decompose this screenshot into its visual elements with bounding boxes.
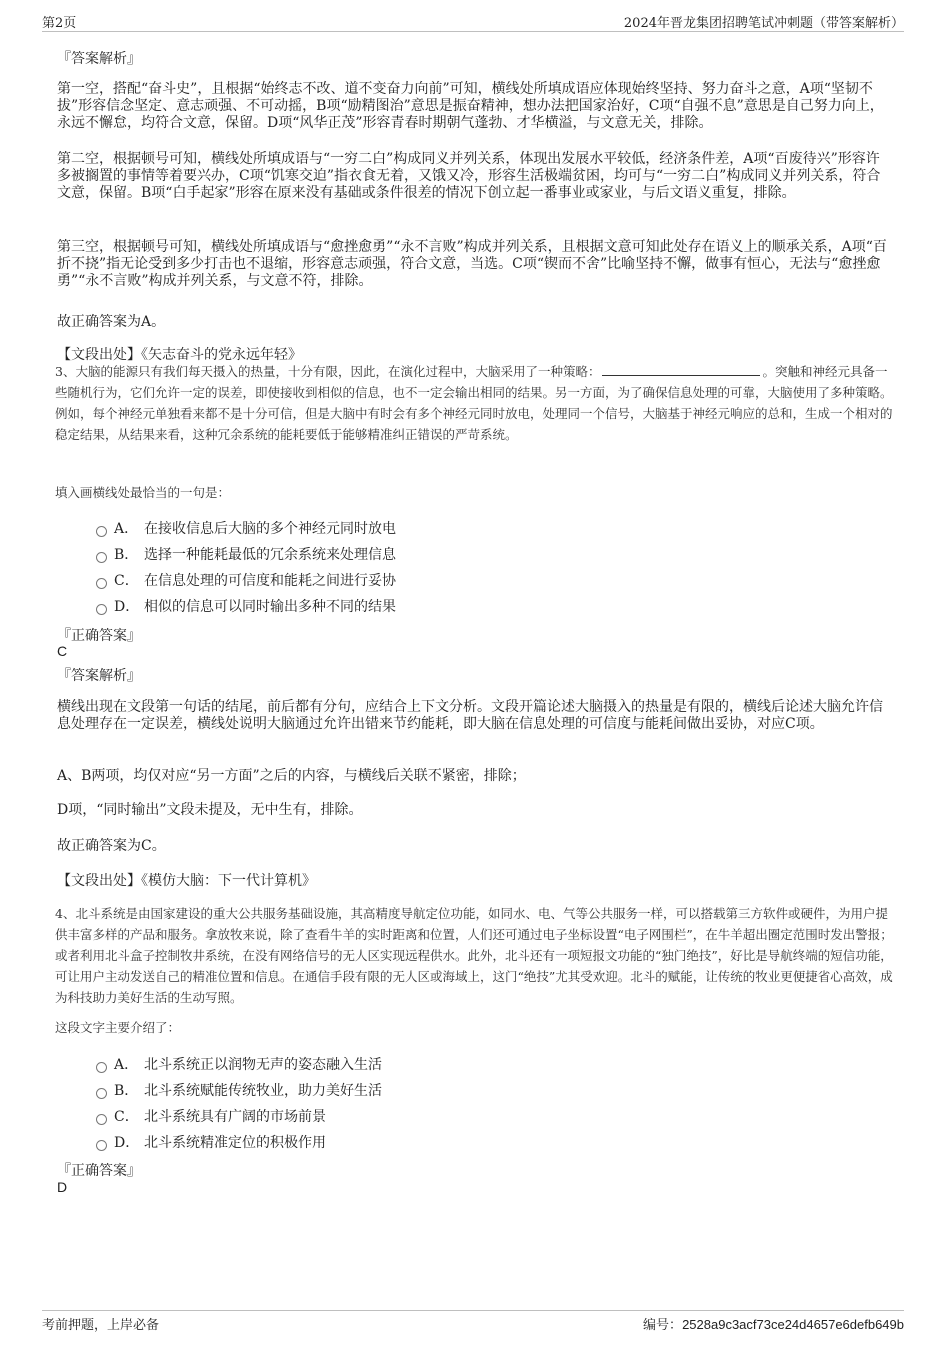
analysis-paragraph: 第三空，根据顿号可知，横线处所填成语与“愈挫愈勇”“永不言败”构成并列关系，且根据文意可知此处存在语义上的顺承关系，A项“百折不挠”指无论受到多少打击也不退缩，形容意志顽强，符合文意，当选。C项“锲而不舍”比喻坚持不懈，做事有恒心，无法与“愈挫愈勇”“永不言败”构成并列关系，与文意不符，排除。 [57, 239, 887, 289]
analysis-paragraph: A、B两项，均仅对应“另一方面”之后的内容，与横线后关联不紧密，排除； [57, 768, 526, 784]
radio-icon[interactable] [96, 552, 107, 563]
option-c[interactable]: C． 在信息处理的可信度和能耗之间进行妥协 [96, 570, 396, 590]
radio-icon[interactable] [96, 1062, 107, 1073]
question-prompt: 这段文字主要介绍了： [55, 1020, 181, 1035]
option-b[interactable]: B． 北斗系统赋能传统牧业，助力美好生活 [96, 1080, 382, 1100]
option-d[interactable]: D． 北斗系统精准定位的积极作用 [96, 1132, 326, 1152]
conclusion: 故正确答案为C。 [57, 838, 166, 854]
document-code: 编号：2528a9c3acf73ce24d4657e6defb649b [643, 1317, 904, 1333]
radio-icon[interactable] [96, 1088, 107, 1099]
radio-icon[interactable] [96, 578, 107, 589]
radio-icon[interactable] [96, 526, 107, 537]
answer-blank [602, 363, 760, 376]
analysis-paragraph: 第一空，搭配“奋斗史”，且根据“始终志不改、道不变奋力向前”可知，横线处所填成语应体现始终坚持、努力奋斗之意，A项“坚韧不拔”形容信念坚定、意志顽强、不可动摇，B项“励精图治”意思是振奋精神，想办法把国家治好，C项“自强不息”意思是自己努力向上，永远不懈怠，均符合文意，保留。D项“风华正茂”形容青春时期朝气蓬勃、才华横溢，与文意无关，排除。 [57, 81, 884, 131]
conclusion: 故正确答案为A。 [57, 314, 166, 330]
analysis-paragraph: D项，“同时输出”文段未提及，无中生有，排除。 [57, 802, 363, 818]
radio-icon[interactable] [96, 1114, 107, 1125]
question-4-stem: 4、北斗系统是由国家建设的重大公共服务基础设施，其高精度导航定位功能，如同水、电、气等公共服务一样，可以搭载第三方软件或硬件，为用户提供丰富多样的产品和服务。拿放牧来说，除了查看牛羊的实时距离和位置，人们还可通过电子坐标设置“电子网围栏”，在牛羊超出圈定范围时发出警报；或者利用北斗盒子控制牧井系统，在没有网络信号的无人区实现远程供水。此外，北斗还有一项短报文功能的“独门绝技”，好比是导航终端的短信功能，可让用户主动发送自己的精准位置和信息。在通信手段有限的无人区或海域上，这门“绝技”尤其受欢迎。北斗的赋能，让传统的牧业更便捷省心高效，成为科技助力美好生活的生动写照。 [55, 906, 893, 1005]
option-a[interactable]: A． 北斗系统正以润物无声的姿态融入生活 [96, 1054, 382, 1074]
source-citation: 【文段出处】《矢志奋斗的党永远年轻》 [57, 347, 302, 363]
option-a[interactable]: A． 在接收信息后大脑的多个神经元同时放电 [96, 518, 396, 538]
option-b[interactable]: B． 选择一种能耗最低的冗余系统来处理信息 [96, 544, 396, 564]
radio-icon[interactable] [96, 604, 107, 615]
analysis-paragraph: 横线出现在文段第一句话的结尾，前后都有分句，应结合上下文分析。文段开篇论述大脑摄入的热量是有限的，横线后论述大脑允许信息处理存在一定误差，横线处说明大脑通过允许出错来节约能耗，即大脑在信息处理的可信度与能耗间做出妥协，对应C项。 [57, 699, 883, 732]
footer-divider [42, 1310, 904, 1311]
question-stem-text: 3、大脑的能源只有我们每天摄入的热量，十分有限，因此，在演化过程中，大脑采用了一种策略： [55, 364, 601, 379]
analysis-label: 『答案解析』 [57, 51, 141, 67]
document-title: 2024年晋龙集团招聘笔试冲刺题（带答案解析） [623, 16, 904, 31]
page-number: 第2页 [42, 16, 77, 31]
option-c[interactable]: C． 北斗系统具有广阔的市场前景 [96, 1106, 326, 1126]
source-citation: 【文段出处】《模仿大脑：下一代计算机》 [57, 873, 316, 889]
option-d[interactable]: D． 相似的信息可以同时输出多种不同的结果 [96, 596, 396, 616]
correct-answer: D [57, 1179, 68, 1195]
analysis-label: 『答案解析』 [57, 668, 141, 684]
correct-answer-label: 『正确答案』 [57, 1163, 141, 1179]
question-prompt: 填入画横线处最恰当的一句是： [55, 485, 231, 500]
question-stem-text: 。突触和神经元具备一些随机行为，它们允许一定的误差，即使接收到相似的信息，也不一定会输出相同的结果。另一方面，为了确保信息处理的可靠，大脑使用了多种策略。例如，每个神经元单独看来都不是十分可信，但是大脑中有时会有多个神经元同时放电，处理同一个信号，大脑基于神经元响应的总和，生成一个相对的稳定结果，从结果来看，这种冗余系统的能耗要低于能够精准纠正错误的严苛系统。 [55, 364, 893, 442]
analysis-paragraph: 第二空，根据顿号可知，横线处所填成语与“一穷二白”构成同义并列关系，体现出发展水平较低，经济条件差，A项“百废待兴”形容许多被搁置的事情等着要兴办，C项“饥寒交迫”指衣食无着，又饿又冷，形容生活极端贫困，均可与“一穷二白”构成同义并列关系，符合文意，保留。B项“白手起家”形容在原来没有基础或条件很差的情况下创立起一番事业或家业，与后文语义重复，排除。 [57, 151, 881, 201]
correct-answer-label: 『正确答案』 [57, 628, 141, 644]
footer-slogan: 考前押题，上岸必备 [42, 1318, 160, 1333]
radio-icon[interactable] [96, 1140, 107, 1151]
header-divider [42, 31, 904, 32]
correct-answer: C [57, 643, 68, 659]
question-3-stem [55, 361, 895, 445]
